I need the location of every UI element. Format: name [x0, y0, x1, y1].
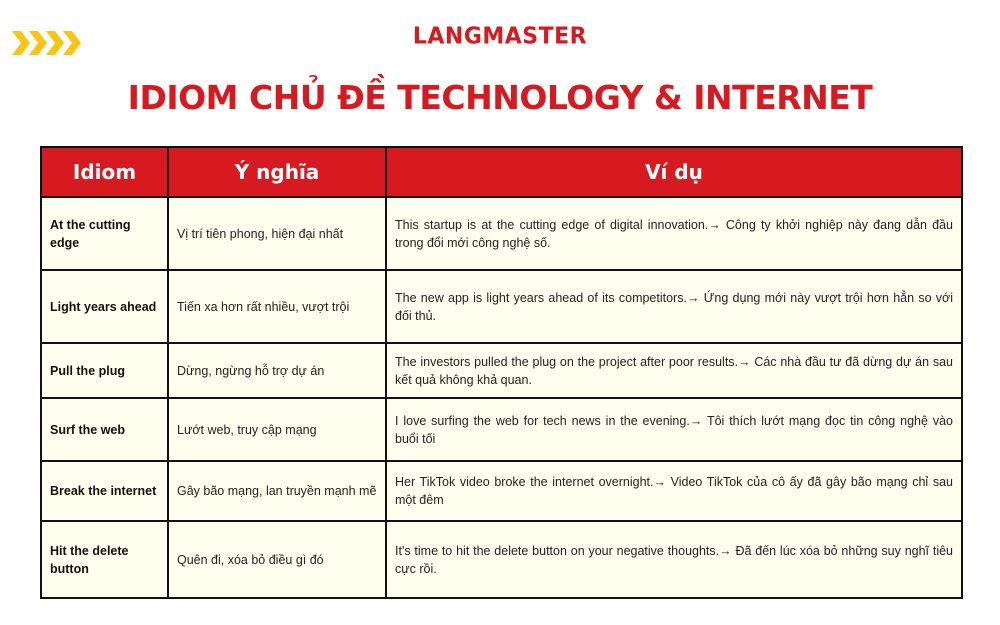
example-cell: Her TikTok video broke the internet overnight.→ Video TikTok của cô ấy đã gây bão mạng chỉ sau một đêm: [386, 461, 962, 521]
idiom-table: [40, 146, 963, 599]
table-header-row: [41, 147, 962, 197]
meaning-cell: Gây bão mạng, lan truyền mạnh mẽ: [168, 461, 386, 521]
meaning-cell: Dừng, ngừng hỗ trợ dự án: [168, 343, 386, 398]
example-cell: The investors pulled the plug on the project after poor results.→ Các nhà đầu tư đã dừng dự án sau kết quả không khả quan.: [386, 343, 962, 398]
header-example: Ví dụ: [386, 147, 962, 197]
idiom-cell: Hit the delete button: [41, 521, 168, 598]
example-cell: I love surfing the web for tech news in the evening.→ Tôi thích lướt mạng đọc tin công nghệ vào buổi tối: [386, 398, 962, 461]
header-idiom: Idiom: [41, 147, 168, 197]
table-row: [41, 197, 962, 270]
table-row: [41, 521, 962, 598]
table-row: [41, 461, 962, 521]
idiom-cell: Light years ahead: [41, 270, 168, 343]
header-meaning: Ý nghĩa: [168, 147, 386, 197]
meaning-cell: Tiến xa hơn rất nhiều, vượt trội: [168, 270, 386, 343]
example-cell: The new app is light years ahead of its competitors.→ Ứng dụng mới này vượt trội hơn hẳn so với đối thủ.: [386, 270, 962, 343]
idiom-cell: At the cutting edge: [41, 197, 168, 270]
meaning-cell: Lướt web, truy cập mạng: [168, 398, 386, 461]
meaning-cell: Vị trí tiên phong, hiện đại nhất: [168, 197, 386, 270]
example-cell: This startup is at the cutting edge of digital innovation.→ Công ty khởi nghiệp này đang dẫn đầu trong đổi mới công nghệ số.: [386, 197, 962, 270]
idiom-cell: Break the internet: [41, 461, 168, 521]
idiom-cell: Surf the web: [41, 398, 168, 461]
page-title: IDIOM CHỦ ĐỀ TECHNOLOGY & INTERNET: [127, 78, 873, 117]
meaning-cell: Quên đi, xóa bỏ điều gì đó: [168, 521, 386, 598]
idiom-cell: Pull the plug: [41, 343, 168, 398]
table-row: [41, 343, 962, 398]
table-row: [41, 270, 962, 343]
example-cell: It's time to hit the delete button on your negative thoughts.→ Đã đến lúc xóa bỏ những suy nghĩ tiêu cực rồi.: [386, 521, 962, 598]
table-row: [41, 398, 962, 461]
brand-logo: LANGMASTER: [412, 23, 588, 50]
